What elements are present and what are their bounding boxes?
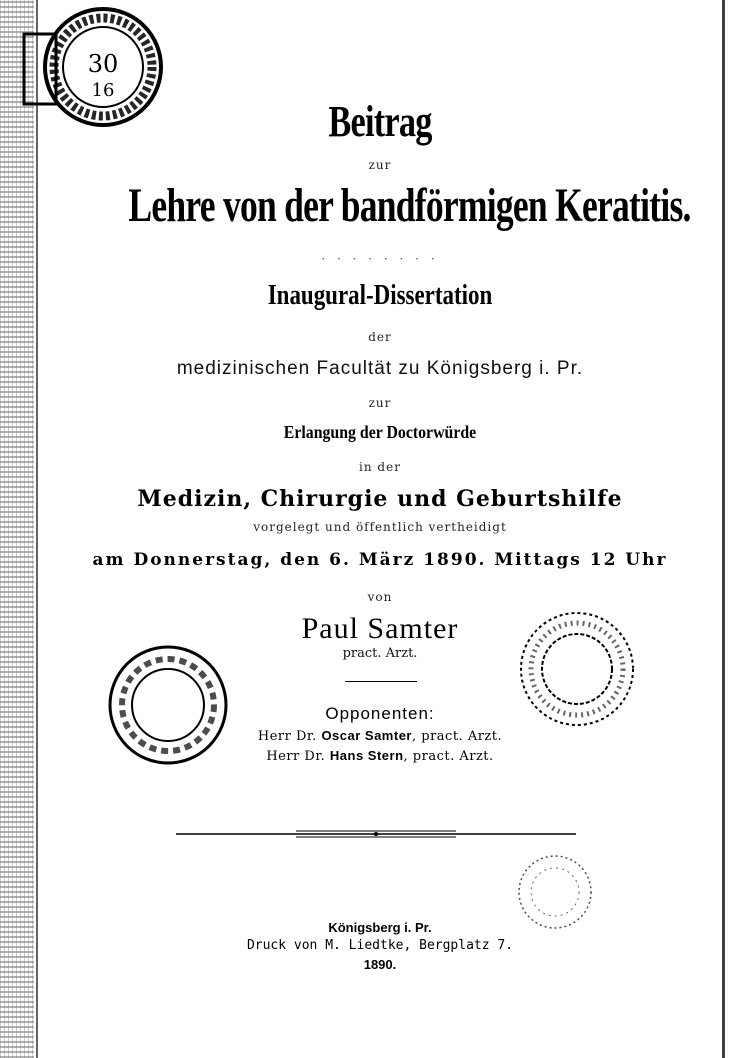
fields-line: Medizin, Chirurgie und Geburtshilfe [137, 486, 623, 512]
opponent-2-suffix: , pract. Arzt. [403, 749, 494, 764]
connector-zur-1: zur [368, 158, 392, 172]
connector-der: der [368, 330, 392, 344]
ornamental-rule [176, 826, 576, 842]
right-page-edge [722, 0, 725, 1058]
opponent-1-prefix: Herr Dr. [257, 729, 317, 744]
connector-in-der: in der [359, 460, 401, 474]
connector-zur-2: zur [368, 396, 392, 410]
faculty-name: medizinischen Facultät zu Königsberg i. Pr. [176, 358, 584, 379]
author-divider [345, 681, 417, 682]
purpose-line: Erlangung der Doctorwürde [283, 422, 477, 442]
dissertation-title: Lehre von der bandförmigen Keratitis. [128, 179, 691, 232]
title-beitrag: Beitrag [328, 97, 432, 146]
binding-line [36, 0, 38, 1058]
opponent-2 [40, 748, 720, 764]
opponent-2-name: Hans Stern [329, 748, 404, 763]
imprint-year: 1890. [363, 957, 397, 972]
opponent-1-name: Oscar Samter [321, 728, 412, 743]
author-name: Paul Samter [301, 612, 459, 645]
svg-text:16: 16 [91, 80, 115, 101]
defended-line: vorgelegt und öffentlich vertheidigt [253, 520, 507, 534]
dissertation-label: Inaugural-Dissertation [267, 280, 493, 311]
decorative-dots: · · · · · · · · [321, 252, 439, 266]
opponent-2-prefix: Herr Dr. [266, 749, 326, 764]
opponents-heading: Opponenten: [325, 704, 435, 723]
scanned-page-edge [0, 0, 34, 1058]
imprint-printer: Druck von M. Liedtke, Bergplatz 7. [246, 938, 514, 953]
author-rank: pract. Arzt. [342, 646, 418, 661]
opponent-1 [40, 728, 720, 744]
opponent-1-suffix: , pract. Arzt. [412, 729, 503, 744]
defense-date: am Donnerstag, den 6. März 1890. Mittags 12 Uhr [92, 550, 668, 570]
stamp-number: 30 [87, 50, 119, 78]
imprint-city: Königsberg i. Pr. [328, 920, 432, 935]
connector-von: von [367, 590, 393, 604]
